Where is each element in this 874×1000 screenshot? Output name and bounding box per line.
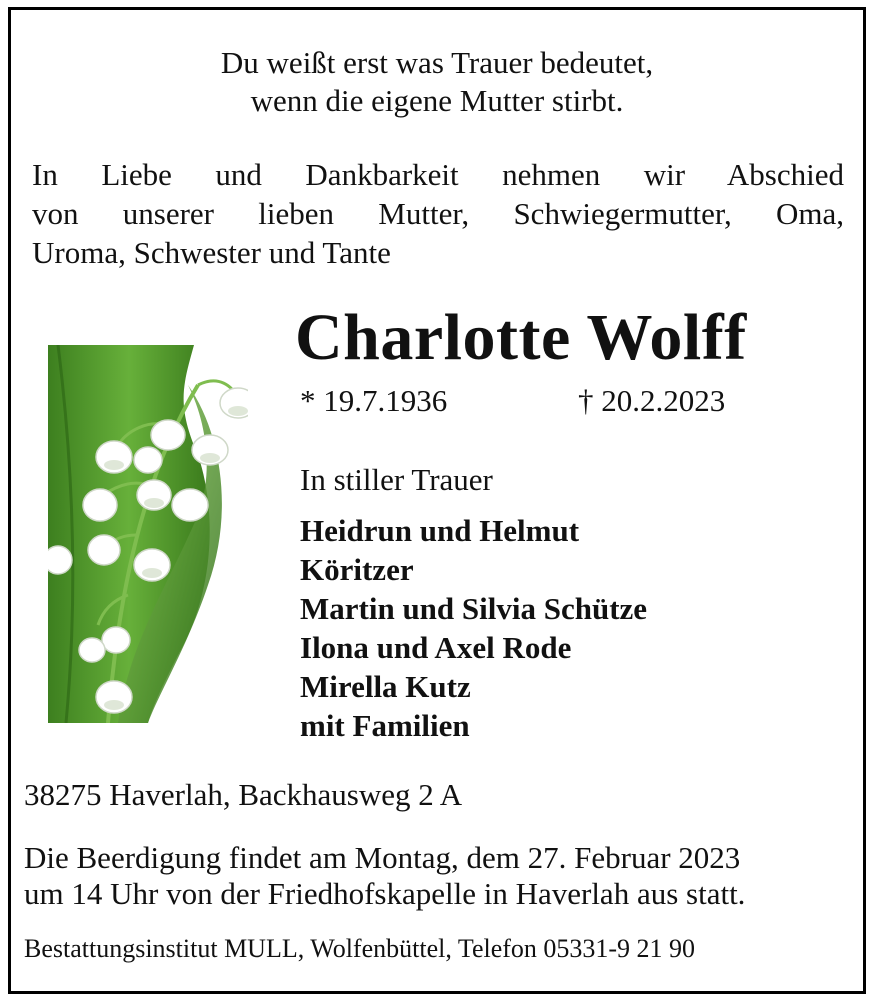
mourner-line: Heidrun und Helmut [300, 513, 580, 548]
death-date: † 20.2.2023 [578, 383, 726, 418]
mourner-line: mit Familien [300, 708, 470, 743]
intro-line-3: Uroma, Schwester und Tante [32, 235, 391, 270]
motto-line-2: wenn die eigene Mutter stirbt. [250, 83, 624, 118]
mourning-heading: In stiller Trauer [300, 462, 493, 497]
mourner-line: Köritzer [300, 552, 414, 587]
undertaker-contact: Bestattungsinstitut MULL, Wolfenbüttel, Telefon 05331-9 21 90 [24, 934, 696, 963]
funeral-line-1: Die Beerdigung findet am Montag, dem 27. Februar 2023 [24, 840, 741, 875]
funeral-line-2: um 14 Uhr von der Friedhofskapelle in Haverlah aus statt. [24, 876, 746, 911]
birth-date: * 19.7.1936 [300, 383, 448, 418]
mourner-line: Mirella Kutz [300, 669, 471, 704]
mourner-line: Martin und Silvia Schütze [300, 591, 648, 626]
intro-line-2: von unserer lieben Mutter, Schwiegermutter, Oma, [32, 196, 844, 231]
address: 38275 Haverlah, Backhausweg 2 A [24, 777, 463, 812]
mourner-line: Ilona und Axel Rode [300, 630, 572, 665]
deceased-name: Charlotte Wolff [295, 301, 747, 374]
motto-line-1: Du weißt erst was Trauer bedeutet, [220, 45, 654, 80]
lily-of-the-valley-icon [48, 345, 248, 723]
intro-line-1: In Liebe und Dankbarkeit nehmen wir Abschied [32, 157, 844, 192]
